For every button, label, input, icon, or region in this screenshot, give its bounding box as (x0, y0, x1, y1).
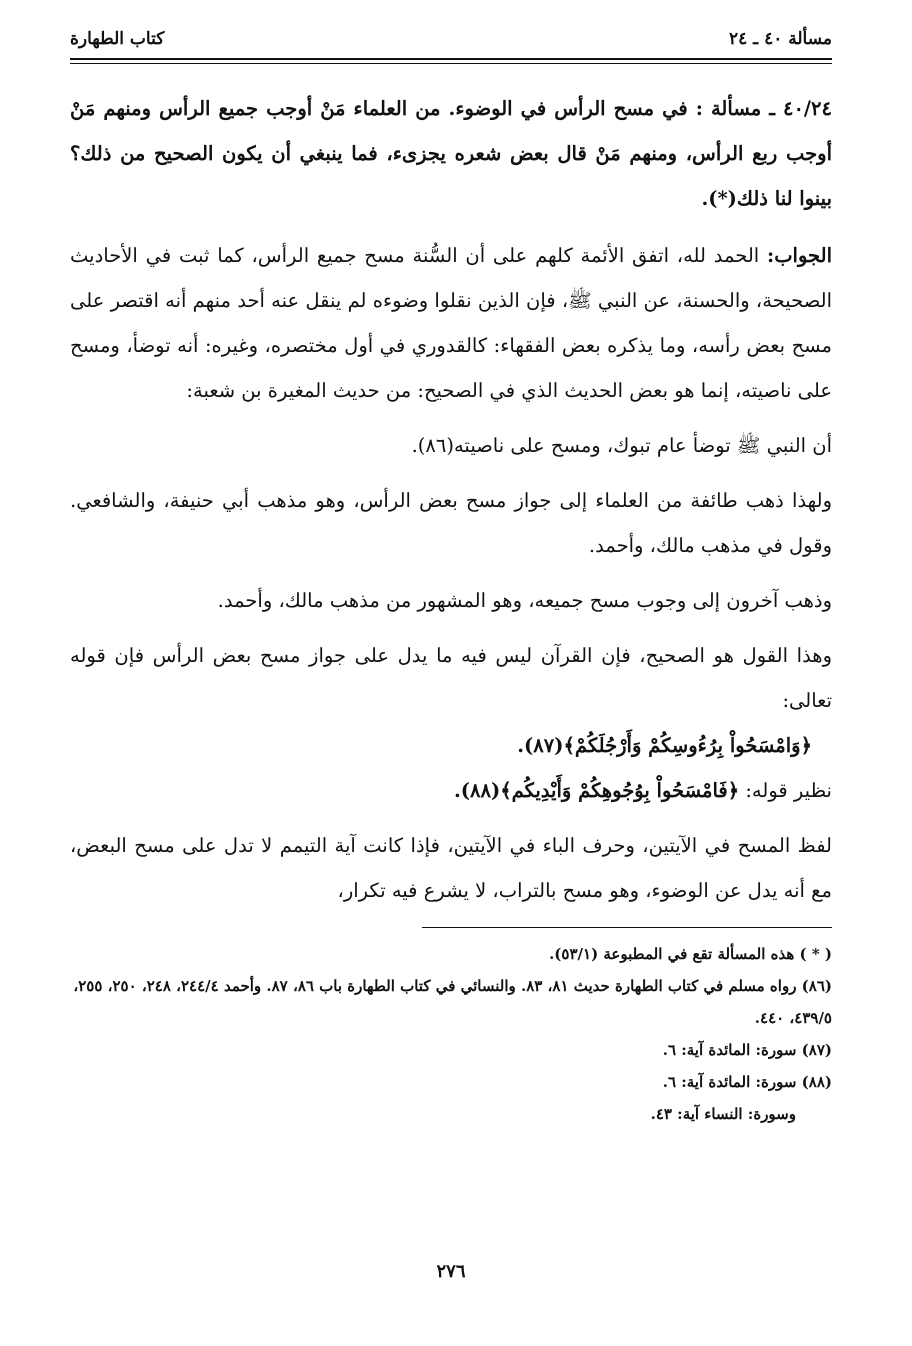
verse-2: ﴿فَامْسَحُواْ بِوُجُوهِكُمْ وَأَيْدِيكُم﴾(٨٨). (454, 779, 740, 802)
answer-paragraph-6: لفظ المسح في الآيتين، وحرف الباء في الآيتين، فإذا كانت آية التيمم لا تدل على مسح البعض، مع أنه يدل عن الوضوء، وهو مسح بالتراب، لا يشرع فيه تكرار، (70, 834, 832, 902)
page-number: ٢٧٦ (436, 1261, 466, 1282)
question-lead: ٤٠/٢٤ ـ مسألة : (695, 97, 832, 120)
running-head-book: كتاب الطهارة (70, 29, 165, 49)
running-head-section: مسألة ٤٠ ـ ٢٤ (728, 29, 832, 49)
footnote-87: (٨٧) سورة: المائدة آية: ٦. (662, 1041, 832, 1059)
answer-paragraph-2: ولهذا ذهب طائفة من العلماء إلى جواز مسح بعض الرأس، وهو مذهب أبي حنيفة، والشافعي. وقول في مذهب مالك، وأحمد. (70, 489, 832, 557)
question-paragraph (70, 86, 832, 221)
header-rule-thin (70, 63, 832, 64)
answer-text-1: الحمد لله، اتفق الأئمة كلهم على أن السُّنة مسح جميع الرأس، كما ثبت في الأحاديث الصحيحة، والحسنة، عن النبي ﷺ، فإن الذين نقلوا وضوءه لم ينقل عنه أحد منهم أنه اقتصر على مسح بعض رأسه، وما يذكره بعض الفقهاء: كالقدوري في أول مختصره، وغيره: أنه توضأ، ومسح على ناصيته، إنما هو بعض الحديث الذي في الصحيح: من حديث المغيرة بن شعبة: (70, 244, 832, 402)
answer-text-5-lead: نظير قوله: (745, 779, 832, 802)
question-text: في مسح الرأس في الوضوء. من العلماء مَنْ أوجب جميع الرأس ومنهم مَنْ أوجب ربع الرأس، ومنهم مَنْ قال بعض شعره يجزىء، فما ينبغي أن يكون الصحيح من ذلك؟ بينوا لنا ذلك(*). (70, 97, 832, 210)
footnote-88-cont: وسورة: النساء آية: ٤٣. (650, 1105, 796, 1123)
footnote-separator (422, 927, 832, 928)
footnote-86: (٨٦) رواه مسلم في كتاب الطهارة حديث ٨١، ٨٣. والنسائي في كتاب الطهارة باب ٨٦، ٨٧. وأحمد ٢٤٤/٤، ٢٤٨، ٢٥٠، ٢٥٥، ٤٣٩/٥، ٤٤٠. (73, 977, 832, 1027)
answer-paragraph-1 (70, 233, 832, 413)
verse-1: ﴿وَامْسَحُواْ بِرُءُوسِكُمْ وَأَرْجُلَكُمْ﴾(٨٧). (517, 734, 812, 757)
answer-paragraph-5 (70, 768, 832, 813)
footnotes (70, 938, 832, 1130)
footnote-star: ( * ) هذه المسألة تقع في المطبوعة (٥٣/١). (549, 945, 832, 963)
answer-paragraph-4: وهذا القول هو الصحيح، فإن القرآن ليس فيه ما يدل على جواز مسح بعض الرأس فإن قوله تعالى: (70, 644, 832, 712)
hadith-quote: أن النبي ﷺ توضأ عام تبوك، ومسح على ناصيته(٨٦). (411, 434, 832, 457)
footnote-88: (٨٨) سورة: المائدة آية: ٦. (662, 1073, 832, 1091)
header-rule-thick (70, 58, 832, 60)
answer-paragraph-3: وذهب آخرون إلى وجوب مسح جميعه، وهو المشهور من مذهب مالك، وأحمد. (217, 589, 832, 612)
answer-lead: الجواب: (767, 244, 832, 267)
page (70, 24, 832, 1324)
body-text (70, 86, 832, 913)
running-head (70, 24, 832, 54)
